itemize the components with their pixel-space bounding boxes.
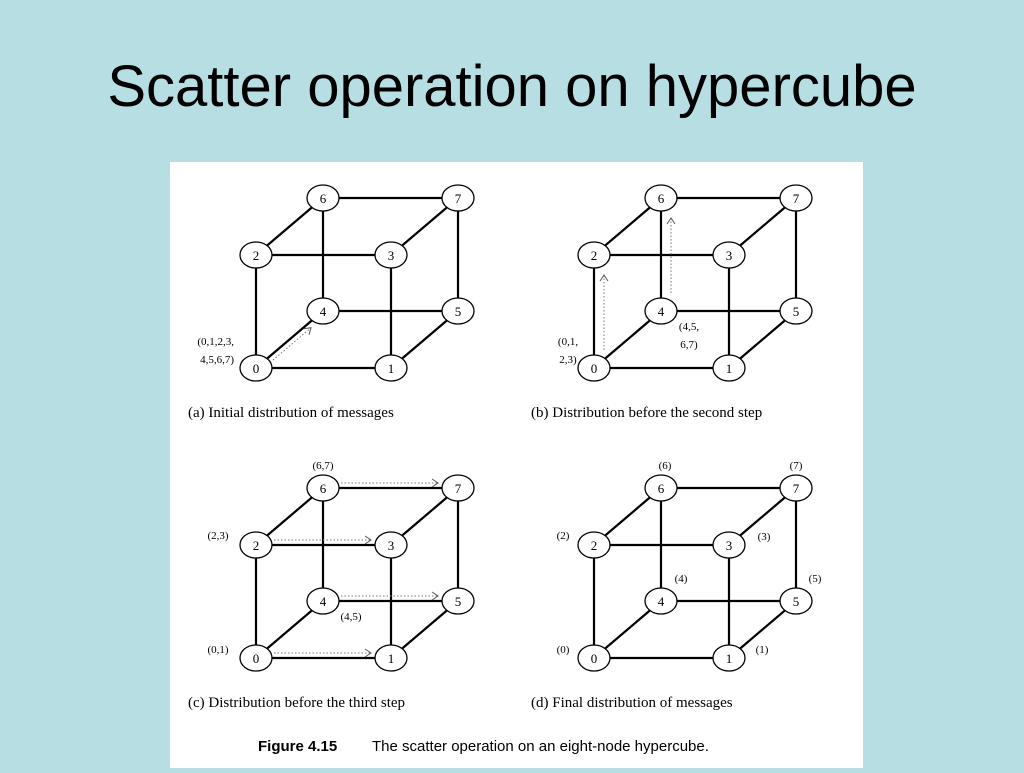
node-4 (307, 298, 339, 324)
node-3 (713, 532, 745, 558)
node-label: 0 (252, 651, 260, 666)
annotation-node-4: (4,5) (340, 611, 362, 623)
node-1 (713, 355, 745, 381)
panel-b (531, 185, 812, 421)
panel-a (188, 185, 474, 421)
node-7 (780, 475, 812, 501)
node-label: 3 (387, 248, 395, 263)
node-label: 7 (792, 481, 800, 496)
node-label: 2 (252, 538, 260, 553)
node-7 (442, 475, 474, 501)
node-label: 1 (387, 361, 395, 376)
node-6 (307, 475, 339, 501)
node-label: 4 (319, 594, 327, 609)
node-5 (780, 588, 812, 614)
node-label: 5 (792, 304, 800, 319)
annotation-node-3: (3) (757, 531, 771, 543)
annotation-node-6: (6) (658, 460, 672, 472)
annotation-node-4: (4) (674, 573, 688, 585)
node-label: 1 (725, 361, 733, 376)
node-label: 7 (454, 191, 462, 206)
node-6 (307, 185, 339, 211)
slide-title: Scatter operation on hypercube (107, 54, 917, 119)
node-label: 2 (590, 538, 598, 553)
annotation-node-4: (4,5, (678, 321, 700, 333)
node-2 (578, 242, 610, 268)
node-7 (780, 185, 812, 211)
figure-panel (170, 162, 863, 768)
message-arrow-0-4 (273, 328, 311, 360)
annotation-node-5: (5) (808, 573, 822, 585)
node-3 (375, 242, 407, 268)
node-7 (442, 185, 474, 211)
node-label: 2 (252, 248, 260, 263)
node-label: 5 (792, 594, 800, 609)
annotation-node-0: (0,1) (207, 644, 229, 656)
node-2 (240, 532, 272, 558)
panel-caption-b: (b) Distribution before the second step (531, 405, 763, 421)
node-2 (578, 532, 610, 558)
annotation-node-0: (0) (556, 644, 570, 656)
node-0 (578, 645, 610, 671)
node-0 (240, 645, 272, 671)
node-6 (645, 185, 677, 211)
node-5 (442, 298, 474, 324)
node-label: 5 (454, 304, 462, 319)
node-label: 3 (725, 538, 733, 553)
node-label: 6 (657, 481, 665, 496)
annotation-node-1: (1) (755, 644, 769, 656)
node-3 (713, 242, 745, 268)
node-4 (645, 298, 677, 324)
node-label: 7 (454, 481, 462, 496)
node-3 (375, 532, 407, 558)
figure-caption: The scatter operation on an eight-node hypercube. (372, 738, 709, 755)
node-label: 3 (387, 538, 395, 553)
node-label: 3 (725, 248, 733, 263)
node-label: 1 (387, 651, 395, 666)
annotation-node-7: (7) (789, 460, 803, 472)
node-label: 0 (590, 651, 598, 666)
node-1 (713, 645, 745, 671)
node-5 (442, 588, 474, 614)
node-4 (307, 588, 339, 614)
panel-caption-c: (c) Distribution before the third step (188, 695, 406, 711)
annotation-node-4: 6,7) (680, 339, 698, 351)
panel-caption-d: (d) Final distribution of messages (531, 695, 733, 711)
panel-d (531, 460, 822, 711)
node-label: 4 (657, 304, 665, 319)
node-1 (375, 355, 407, 381)
panel-c (188, 460, 474, 711)
node-label: 0 (590, 361, 598, 376)
node-5 (780, 298, 812, 324)
node-label: 0 (252, 361, 260, 376)
node-label: 2 (590, 248, 598, 263)
figure-number: Figure 4.15 (258, 738, 338, 755)
annotation-node-0: 2,3) (559, 354, 577, 366)
message-arrow-0-1 (274, 649, 371, 657)
node-label: 5 (454, 594, 462, 609)
node-0 (578, 355, 610, 381)
message-arrow-0-2 (600, 275, 608, 350)
annotation-node-6: (6,7) (312, 460, 334, 472)
hypercube-figure (170, 162, 863, 768)
node-label: 7 (792, 191, 800, 206)
node-label: 4 (657, 594, 665, 609)
annotation-node-2: (2,3) (207, 530, 229, 542)
message-arrow-4-5 (341, 592, 438, 600)
node-1 (375, 645, 407, 671)
node-label: 4 (319, 304, 327, 319)
message-arrow-6-7 (341, 479, 438, 487)
node-6 (645, 475, 677, 501)
node-label: 6 (319, 191, 327, 206)
panel-caption-a: (a) Initial distribution of messages (188, 405, 394, 421)
node-label: 6 (657, 191, 665, 206)
annotation-node-0: (0,1, (557, 336, 579, 348)
annotation-node-2: (2) (556, 530, 570, 542)
annotation-node-0: 4,5,6,7) (200, 354, 234, 366)
node-4 (645, 588, 677, 614)
annotation-node-0: (0,1,2,3, (197, 336, 234, 348)
node-0 (240, 355, 272, 381)
node-label: 6 (319, 481, 327, 496)
node-2 (240, 242, 272, 268)
node-label: 1 (725, 651, 733, 666)
